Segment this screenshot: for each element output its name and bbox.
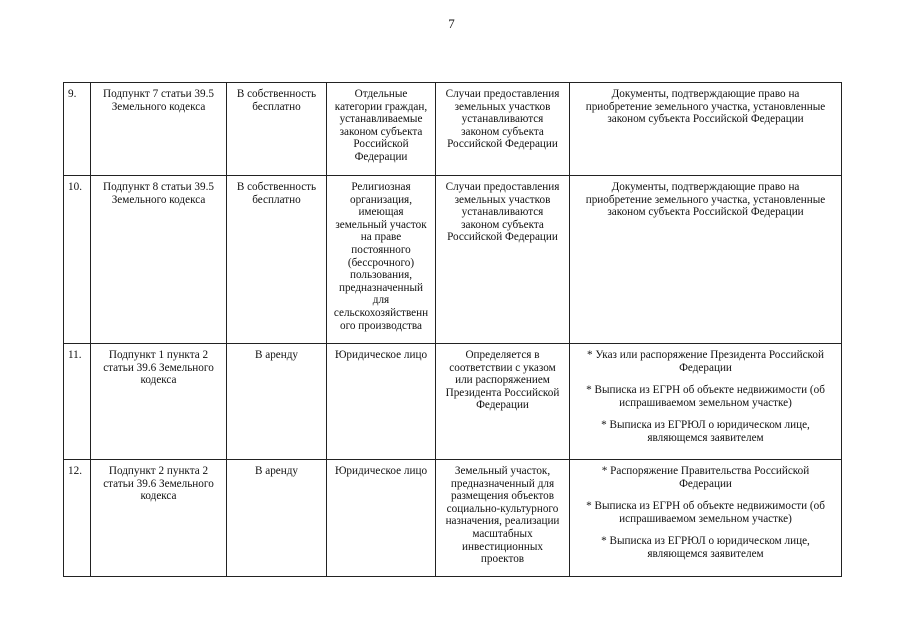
document-line: приобретение земельного участка, установленные — [585, 193, 826, 206]
applicant-line: пользования, — [349, 269, 413, 282]
applicant-line: Отдельные — [354, 88, 408, 100]
legal-basis-line: Подпункт 7 статьи 39.5 — [103, 88, 214, 100]
provision-form-line: В собственность — [236, 181, 317, 193]
provision-form-cell — [227, 344, 327, 460]
applicant-line: предназначенный — [338, 281, 424, 294]
provision-form-line: В собственность — [236, 88, 317, 100]
page-number: 7 — [448, 16, 455, 31]
applicant-line: законом субъекта — [339, 125, 423, 138]
applicant-line: устанавливаемые — [339, 113, 423, 126]
applicant-line: Религиозная — [351, 181, 411, 193]
document-line: * Выписка из ЕГРЮЛ о юридическом лице, — [601, 419, 810, 432]
applicant-cell — [327, 460, 436, 577]
conditions-line: Федерации — [476, 399, 529, 412]
legal-basis-line: статьи 39.6 Земельного — [103, 361, 214, 374]
provision-form-cell — [227, 83, 327, 176]
table-body — [64, 83, 842, 577]
table-row — [64, 344, 842, 460]
documents-cell — [570, 83, 842, 176]
document-entry — [574, 500, 837, 525]
legal-basis-cell — [91, 460, 227, 577]
document-entry — [574, 181, 837, 219]
legal-basis-cell — [91, 83, 227, 176]
applicant-line: имеющая — [358, 206, 404, 219]
conditions-line: размещения объектов — [450, 490, 555, 503]
legal-basis-line: кодекса — [140, 374, 177, 387]
documents-cell — [570, 344, 842, 460]
conditions-line: Российской Федерации — [447, 138, 558, 151]
conditions-line: земельных участков — [454, 193, 551, 206]
document-line: законом субъекта Российской Федерации — [607, 206, 804, 219]
applicant-line: Юридическое лицо — [334, 465, 428, 477]
row-number: 10. — [64, 176, 91, 344]
provision-form-line: бесплатно — [252, 100, 301, 113]
conditions-line: Земельный участок, — [454, 465, 551, 477]
document-line: испрашиваемом земельном участке) — [619, 396, 792, 409]
applicant-cell — [327, 344, 436, 460]
document-line: являющемся заявителем — [647, 431, 764, 444]
document-line: * Выписка из ЕГРЮЛ о юридическом лице, — [601, 535, 810, 548]
conditions-line: земельных участков — [454, 100, 551, 113]
document-entry — [574, 465, 837, 490]
conditions-line: или распоряжением — [455, 374, 550, 387]
provision-form-cell — [227, 176, 327, 344]
applicant-cell — [327, 83, 436, 176]
applicant-line: на праве — [360, 231, 402, 244]
conditions-line: устанавливаются — [461, 113, 544, 126]
document-line: являющемся заявителем — [647, 547, 764, 560]
conditions-cell — [436, 344, 570, 460]
conditions-line: устанавливаются — [461, 206, 544, 219]
table-row — [64, 176, 842, 344]
applicant-line: постоянного — [351, 243, 411, 256]
document-line: испрашиваемом земельном участке) — [619, 512, 792, 525]
applicant-line: (бессрочного) — [347, 256, 415, 269]
conditions-line: масштабных — [472, 527, 533, 540]
document-line: Федерации — [679, 361, 732, 374]
document-line: * Распоряжение Правительства Российской — [601, 465, 810, 477]
applicant-line: Российской — [353, 138, 409, 151]
land-provision-table — [63, 82, 842, 577]
document-line: приобретение земельного участка, установленные — [585, 100, 826, 113]
conditions-line: проектов — [480, 553, 525, 566]
row-number: 11. — [64, 344, 91, 460]
document-line: * Указ или распоряжение Президента Российской — [586, 349, 824, 361]
conditions-line: инвестиционных — [462, 540, 543, 553]
legal-basis-line: кодекса — [140, 490, 177, 503]
applicant-line: Юридическое лицо — [334, 349, 428, 361]
conditions-line: Президента Российской — [445, 386, 560, 399]
legal-basis-line: Земельного кодекса — [111, 193, 206, 206]
provision-form-line: бесплатно — [252, 193, 301, 206]
conditions-cell — [436, 460, 570, 577]
legal-basis-cell — [91, 176, 227, 344]
row-number: 9. — [64, 83, 91, 176]
conditions-line: Случаи предоставления — [445, 181, 560, 193]
applicant-line: ого производства — [340, 319, 422, 332]
provision-form-cell — [227, 460, 327, 577]
conditions-line: Случаи предоставления — [445, 88, 560, 100]
legal-basis-line: Подпункт 8 статьи 39.5 — [103, 181, 214, 193]
document-line: * Выписка из ЕГРН об объекте недвижимости (об — [586, 500, 825, 513]
document-line: Документы, подтверждающие право на — [611, 181, 800, 193]
document-entry — [574, 88, 837, 126]
legal-basis-line: Земельного кодекса — [111, 100, 206, 113]
applicant-line: Федерации — [354, 150, 408, 163]
legal-basis-line: Подпункт 1 пункта 2 — [108, 349, 209, 361]
legal-basis-cell — [91, 344, 227, 460]
applicant-line: категории граждан, — [334, 100, 428, 113]
document-line: законом субъекта Российской Федерации — [607, 113, 804, 126]
document-entry — [574, 384, 837, 409]
applicant-line: для — [372, 294, 390, 307]
document-line: Документы, подтверждающие право на — [611, 88, 800, 100]
row-number: 12. — [64, 460, 91, 577]
documents-cell — [570, 176, 842, 344]
document-line: * Выписка из ЕГРН об объекте недвижимости (об — [586, 384, 825, 397]
table-row — [64, 460, 842, 577]
documents-cell — [570, 460, 842, 577]
conditions-cell — [436, 176, 570, 344]
provision-form-line: В аренду — [254, 465, 299, 477]
document-entry — [574, 349, 837, 374]
conditions-line: законом субъекта — [461, 125, 544, 138]
conditions-cell — [436, 83, 570, 176]
conditions-line: Российской Федерации — [447, 231, 558, 244]
document-line: Федерации — [679, 477, 732, 490]
conditions-line: социально-культурного — [446, 502, 559, 515]
conditions-line: назначения, реализации — [445, 515, 560, 528]
provision-form-line: В аренду — [254, 349, 299, 361]
applicant-cell — [327, 176, 436, 344]
conditions-line: законом субъекта — [461, 218, 544, 231]
table-row — [64, 83, 842, 176]
legal-basis-line: статьи 39.6 Земельного — [103, 477, 214, 490]
applicant-line: сельскохозяйственн — [333, 306, 429, 319]
conditions-line: соответствии с указом — [449, 361, 556, 374]
conditions-line: Определяется в — [465, 349, 540, 361]
applicant-line: организация, — [349, 193, 413, 206]
document-entry — [574, 419, 837, 444]
document-entry — [574, 535, 837, 560]
conditions-line: предназначенный для — [450, 477, 555, 490]
applicant-line: земельный участок — [335, 218, 427, 231]
legal-basis-line: Подпункт 2 пункта 2 — [108, 465, 209, 477]
